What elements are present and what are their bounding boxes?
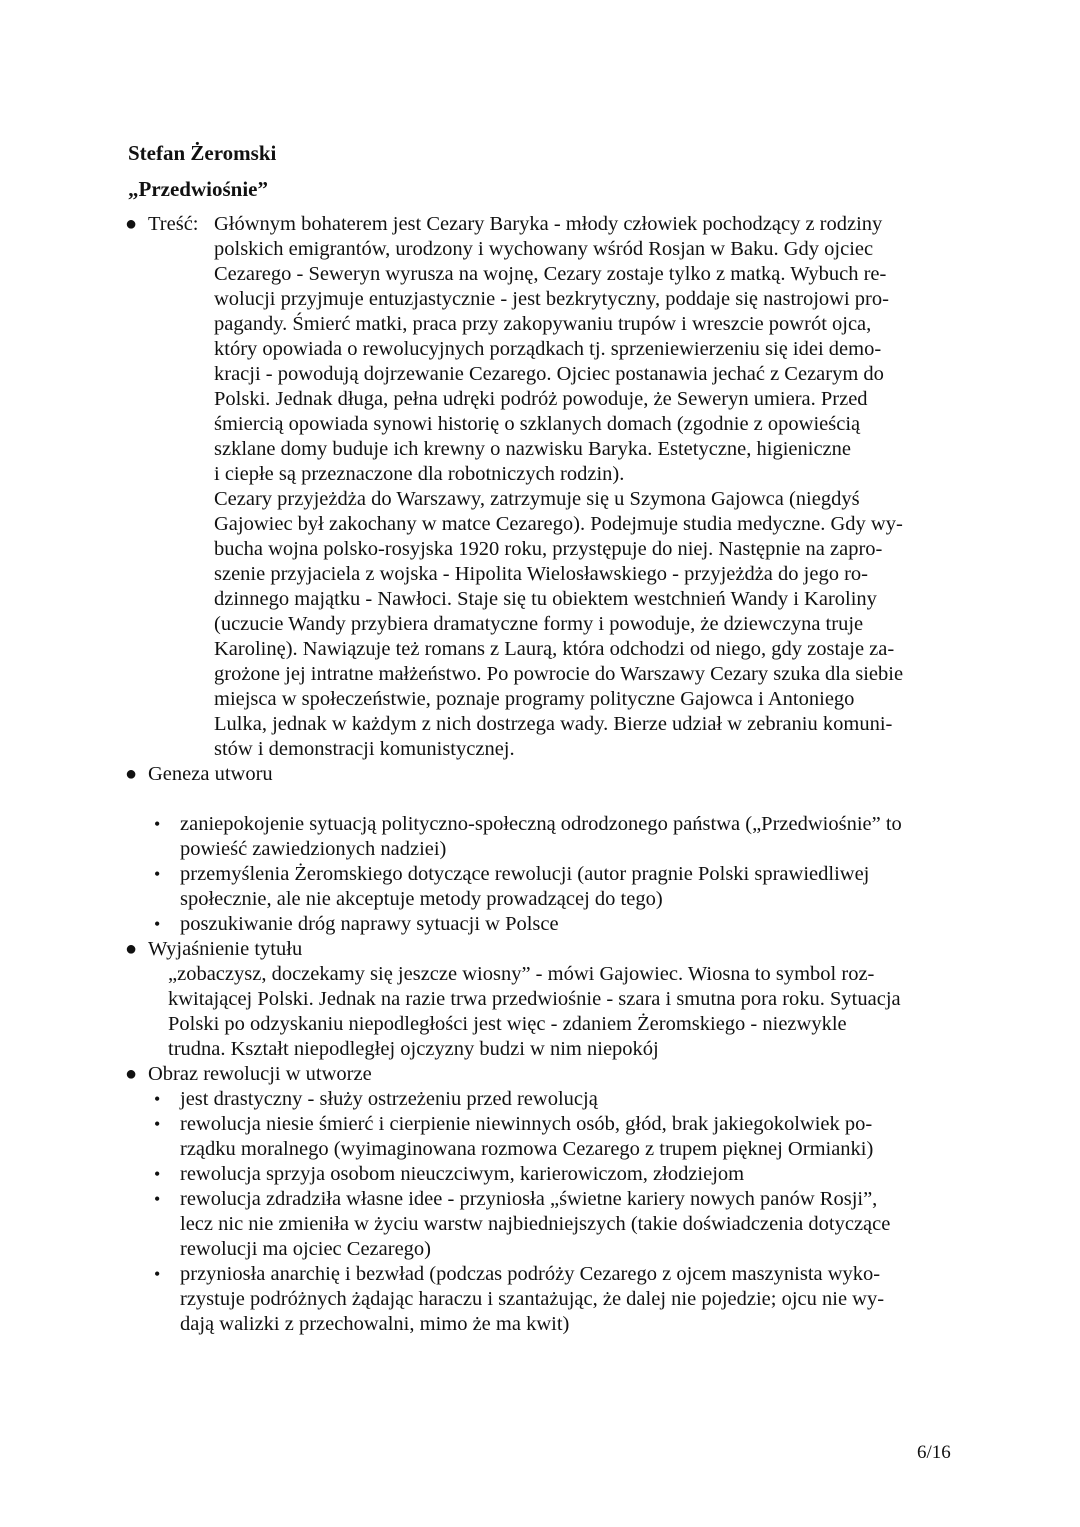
section-label: Wyjaśnienie tytułu [148, 938, 303, 960]
text-line: szenie przyjaciela z wojska - Hipolita Wielosławskiego - przyjeżdża do jego ro- [214, 563, 868, 585]
text-line: kracji - powodują dojrzewanie Cezarego. Ojciec postanawia jechać z Cezarym do [214, 363, 884, 385]
text-line: miejsca w społeczeństwie, poznaje programy polityczne Gajowca i Antoniego [214, 688, 855, 710]
list-item-line: rewolucji ma ojciec Cezarego) [180, 1238, 431, 1260]
list-item-line: lecz nic nie zmieniła w życiu warstw najbiedniejszych (takie doświadczenia dotyczące [180, 1213, 891, 1235]
bullet-icon: ● [125, 763, 138, 785]
sub-bullet-icon: • [154, 1189, 161, 1209]
sub-bullet-icon: • [154, 814, 161, 834]
sub-bullet-icon: • [154, 1164, 161, 1184]
section-label: Geneza utworu [148, 763, 273, 785]
list-item-line: rewolucja niesie śmierć i cierpienie niewinnych osób, głód, brak jakiegokolwiek po- [180, 1113, 873, 1135]
list-item-line: przemyślenia Żeromskiego dotyczące rewolucji (autor pragnie Polski sprawiedliwej [180, 863, 870, 885]
list-item-line: rewolucja sprzyja osobom nieuczciwym, karierowiczom, złodziejom [180, 1163, 745, 1185]
sub-bullet-icon: • [154, 1089, 161, 1109]
text-line: Karolinę). Nawiązuje też romans z Laurą, która odchodzi od niego, gdy zostaje za- [214, 638, 895, 660]
text-line: stów i demonstracji komunistycznej. [214, 738, 515, 760]
list-item-line: rewolucja zdradziła własne idee - przyniosła „świetne kariery nowych panów Rosji”, [180, 1188, 878, 1210]
list-item-line: poszukiwanie dróg naprawy sytuacji w Polsce [180, 913, 559, 935]
list-item-line: przyniosła anarchię i bezwład (podczas podróży Cezarego z ojcem maszynista wyko- [180, 1263, 881, 1285]
sub-bullet-icon: • [154, 864, 161, 884]
text-line: i ciepłe są przeznaczone dla robotniczych rodzin). [214, 463, 625, 485]
text-line: pagandy. Śmierć matki, praca przy zakopywaniu trupów i wreszcie powrót ojca, [214, 313, 872, 335]
text-line: Cezarego - Seweryn wyrusza na wojnę, Cezary zostaje tylko z matką. Wybuch re- [214, 263, 887, 285]
list-item-line: społecznie, ale nie akceptuje metody prowadzącej do tego) [180, 888, 663, 910]
sub-bullet-icon: • [154, 914, 161, 934]
bullet-icon: ● [125, 938, 138, 960]
bullet-icon: ● [125, 1063, 138, 1085]
text-line: dzinnego majątku - Nawłoci. Staje się tu obiektem westchnień Wandy i Karoliny [214, 588, 877, 610]
list-item-line: powieść zawiedzionych nadziei) [180, 838, 447, 860]
text-line: wolucji przyjmuje entuzjastycznie - jest bezkrytyczny, poddaje się nastrojowi pro- [214, 288, 889, 310]
list-item-line: jest drastyczny - służy ostrzeżeniu przed rewolucją [180, 1088, 598, 1110]
text-line: bucha wojna polsko-rosyjska 1920 roku, przystępuje do niej. Następnie na zapro- [214, 538, 883, 560]
text-line: polskich emigrantów, urodzony i wychowany wśród Rosjan w Baku. Gdy ojciec [214, 238, 874, 260]
text-line: Polski. Jednak długa, pełna udręki podróż powoduje, że Seweryn umiera. Przed [214, 388, 868, 410]
page-number: 6/16 [917, 1442, 951, 1463]
text-line: który opowiada o rewolucyjnych porządkach tj. sprzeniewierzeniu się idei demo- [214, 338, 882, 360]
author-heading: Stefan Żeromski [128, 141, 277, 165]
text-line: Głównym bohaterem jest Cezary Baryka - młody człowiek pochodzący z rodziny [214, 213, 883, 235]
list-item-line: rządku moralnego (wyimaginowana rozmowa Cezarego z trupem pięknej Ormianki) [180, 1138, 874, 1160]
text-line: Gajowiec był zakochany w matce Cezarego). Podejmuje studia medyczne. Gdy wy- [214, 513, 903, 535]
text-line: „zobaczysz, doczekamy się jeszcze wiosny” - mówi Gajowiec. Wiosna to symbol roz- [168, 963, 875, 985]
text-line: Cezary przyjeżdża do Warszawy, zatrzymuje się u Szymona Gajowca (niegdyś [214, 488, 860, 510]
list-item-line: zaniepokojenie sytuacją polityczno-społeczną odrodzonego państwa („Przedwiośnie” to [180, 813, 902, 835]
text-line: Lulka, jednak w każdym z nich dostrzega wady. Bierze udział w zebraniu komuni- [214, 713, 893, 735]
sub-bullet-icon: • [154, 1264, 161, 1284]
sub-bullet-icon: • [154, 1114, 161, 1134]
text-line: trudna. Kształt niepodległej ojczyzny budzi w nim niepokój [168, 1038, 659, 1060]
text-line: śmiercią opowiada synowi historię o szklanych domach (zgodnie z opowieścią [214, 413, 861, 435]
text-line: kwitającej Polski. Jednak na razie trwa przedwiośnie - szara i smutna pora roku. Sytuacja [168, 988, 901, 1010]
bullet-icon: ● [125, 213, 138, 235]
work-title: „Przedwiośnie” [128, 177, 268, 201]
text-line: szklane domy buduje ich krewny o nazwisku Baryka. Estetyczne, higieniczne [214, 438, 852, 460]
section-label: Obraz rewolucji w utworze [148, 1063, 372, 1085]
list-item-line: rzystuje podróżnych żądając haraczu i szantażując, że dalej nie pojedzie; ojcu nie wy- [180, 1288, 885, 1310]
text-line: Polski po odzyskaniu niepodległości jest więc - zdaniem Żeromskiego - niezwykle [168, 1013, 847, 1035]
list-item-line: dają walizki z przechowalni, mimo że ma kwit) [180, 1313, 570, 1335]
text-line: grożone jej intratne małżeństwo. Po powrocie do Warszawy Cezary szuka dla siebie [214, 663, 904, 685]
section-label: Treść: [148, 213, 199, 235]
text-line: (uczucie Wandy przybiera dramatyczne formy i powoduje, że dziewczyna truje [214, 613, 864, 635]
